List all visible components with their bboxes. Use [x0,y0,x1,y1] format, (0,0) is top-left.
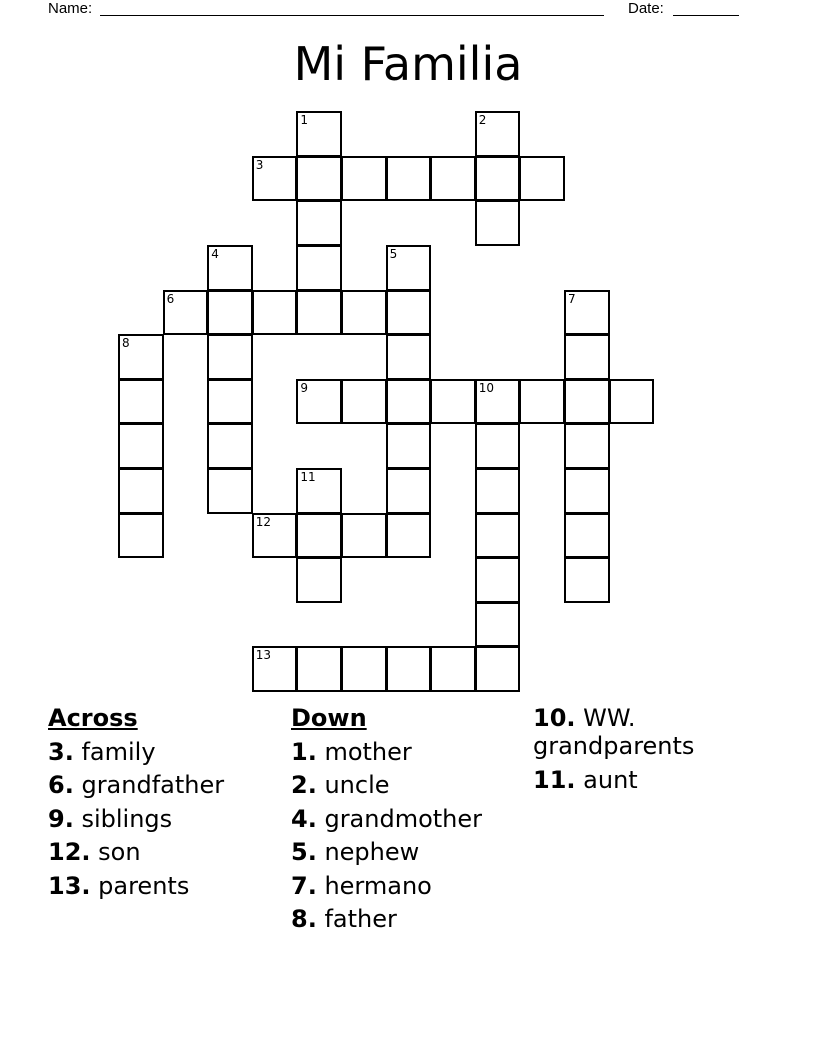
clue-text: mother [316,737,412,766]
clue-number: 1. [291,737,317,766]
grid-cell[interactable] [296,156,342,202]
clue-text: uncle [316,771,390,799]
grid-cell[interactable] [207,468,253,514]
grid-cell[interactable] [341,646,387,692]
grid-cell[interactable] [296,557,342,603]
clue-item [291,736,521,770]
grid-cell[interactable] [252,290,298,336]
grid-cell[interactable] [475,111,521,157]
clue-text: hermano [316,871,432,900]
clue-number: 3. [48,737,74,766]
grid-cell[interactable] [341,290,387,336]
grid-cell[interactable] [118,468,164,514]
grid-cell[interactable] [252,646,298,692]
grid-cell[interactable] [341,156,387,202]
clue-item [48,769,278,803]
grid-cell[interactable] [207,290,253,336]
grid-cell[interactable] [386,646,432,692]
grid-cell[interactable] [564,468,610,514]
grid-cell[interactable] [386,245,432,291]
grid-cell[interactable] [118,334,164,380]
clue-item [291,769,521,803]
grid-cell[interactable] [564,423,610,469]
grid-cell[interactable] [118,379,164,425]
clue-number: 5. [291,838,317,866]
clue-text: grandfather [73,771,225,799]
clue-number: 4. [291,804,317,833]
clue-text: aunt [575,766,638,794]
clue-number: 11. [533,766,576,794]
grid-cell[interactable] [564,334,610,380]
grid-cell[interactable] [163,290,209,336]
down-clues-continued [533,704,783,800]
clue-item [291,870,521,904]
clue-number-label: 4 [211,247,219,261]
clue-text: siblings [73,804,173,833]
clue-item [291,803,521,837]
clue-item [48,736,278,770]
clue-number-label: 7 [568,291,576,306]
clue-number: 10. [533,704,576,732]
page-title: Mi Familia [293,37,523,91]
grid-cell[interactable] [386,156,432,202]
clue-number: 13. [48,871,91,900]
down-heading: Down [291,704,367,732]
clue-number-label: 9 [300,380,309,395]
across-clues [48,702,278,903]
clue-number: 6. [48,771,74,799]
grid-cell[interactable] [296,513,342,559]
grid-cell[interactable] [296,646,342,692]
clue-number-label: 6 [166,291,175,306]
grid-cell[interactable] [207,379,253,425]
clue-text: grandmother [316,804,483,833]
clue-text: nephew [316,838,420,866]
clue-text: family [73,737,156,766]
date-label: Date: [628,0,664,17]
clue-item [48,836,278,870]
grid-cell[interactable] [386,513,432,559]
grid-cell[interactable] [207,245,253,291]
grid-cell[interactable] [386,334,432,380]
grid-cell[interactable] [519,379,565,425]
grid-cell[interactable] [475,602,521,648]
grid-cell[interactable] [475,513,521,559]
grid-cell[interactable] [296,290,342,336]
grid-cell[interactable] [430,156,476,202]
grid-cell[interactable] [475,423,521,469]
grid-cell[interactable] [430,646,476,692]
grid-cell[interactable] [475,468,521,514]
clue-text: father [316,905,397,933]
grid-cell[interactable] [609,379,655,425]
grid-cell[interactable] [430,379,476,425]
clue-item [291,836,521,870]
grid-cell[interactable] [252,513,298,559]
grid-cell[interactable] [296,245,342,291]
grid-cell[interactable] [207,334,253,380]
grid-cell[interactable] [296,379,342,425]
clue-item [48,803,278,837]
grid-cell[interactable] [252,156,298,202]
clue-item [533,704,783,760]
clue-number: 7. [291,871,317,900]
clue-number-label: 10 [478,380,495,395]
clue-text: WW. grandparents [533,704,695,760]
grid-cell[interactable] [118,423,164,469]
clue-number-label: 2 [478,113,487,128]
grid-cell[interactable] [386,290,432,336]
down-clues [291,702,521,937]
grid-cell[interactable] [296,200,342,246]
grid-cell[interactable] [519,156,565,202]
clue-number-label: 12 [255,514,272,529]
grid-cell[interactable] [341,379,387,425]
clue-number-label: 11 [300,470,316,484]
clue-number: 2. [291,771,317,799]
clue-text: son [90,838,141,866]
clue-number-label: 8 [122,336,130,351]
grid-cell[interactable] [296,111,342,157]
grid-cell[interactable] [475,156,521,202]
grid-cell[interactable] [386,423,432,469]
grid-cell[interactable] [475,379,521,425]
clue-number-label: 5 [389,247,398,261]
clue-item [533,766,783,794]
grid-cell[interactable] [564,513,610,559]
clue-text: parents [90,871,190,900]
grid-cell[interactable] [386,468,432,514]
clue-number-label: 1 [300,113,309,128]
name-label: Name: [48,0,93,17]
clue-number-label: 13 [255,648,272,663]
grid-cell[interactable] [564,290,610,336]
clue-item [291,903,521,937]
grid-cell[interactable] [475,557,521,603]
grid-cell[interactable] [118,513,164,559]
clue-number: 8. [291,905,317,933]
grid-cell[interactable] [296,468,342,514]
grid-cell[interactable] [386,379,432,425]
grid-cell[interactable] [475,646,521,692]
clue-number: 12. [48,838,91,866]
grid-cell[interactable] [564,557,610,603]
across-heading: Across [48,704,138,732]
clue-number: 9. [48,804,74,833]
clue-number-label: 3 [255,157,264,172]
grid-cell[interactable] [341,513,387,559]
clue-item [48,870,278,904]
grid-cell[interactable] [475,200,521,246]
grid-cell[interactable] [564,379,610,425]
grid-cell[interactable] [207,423,253,469]
